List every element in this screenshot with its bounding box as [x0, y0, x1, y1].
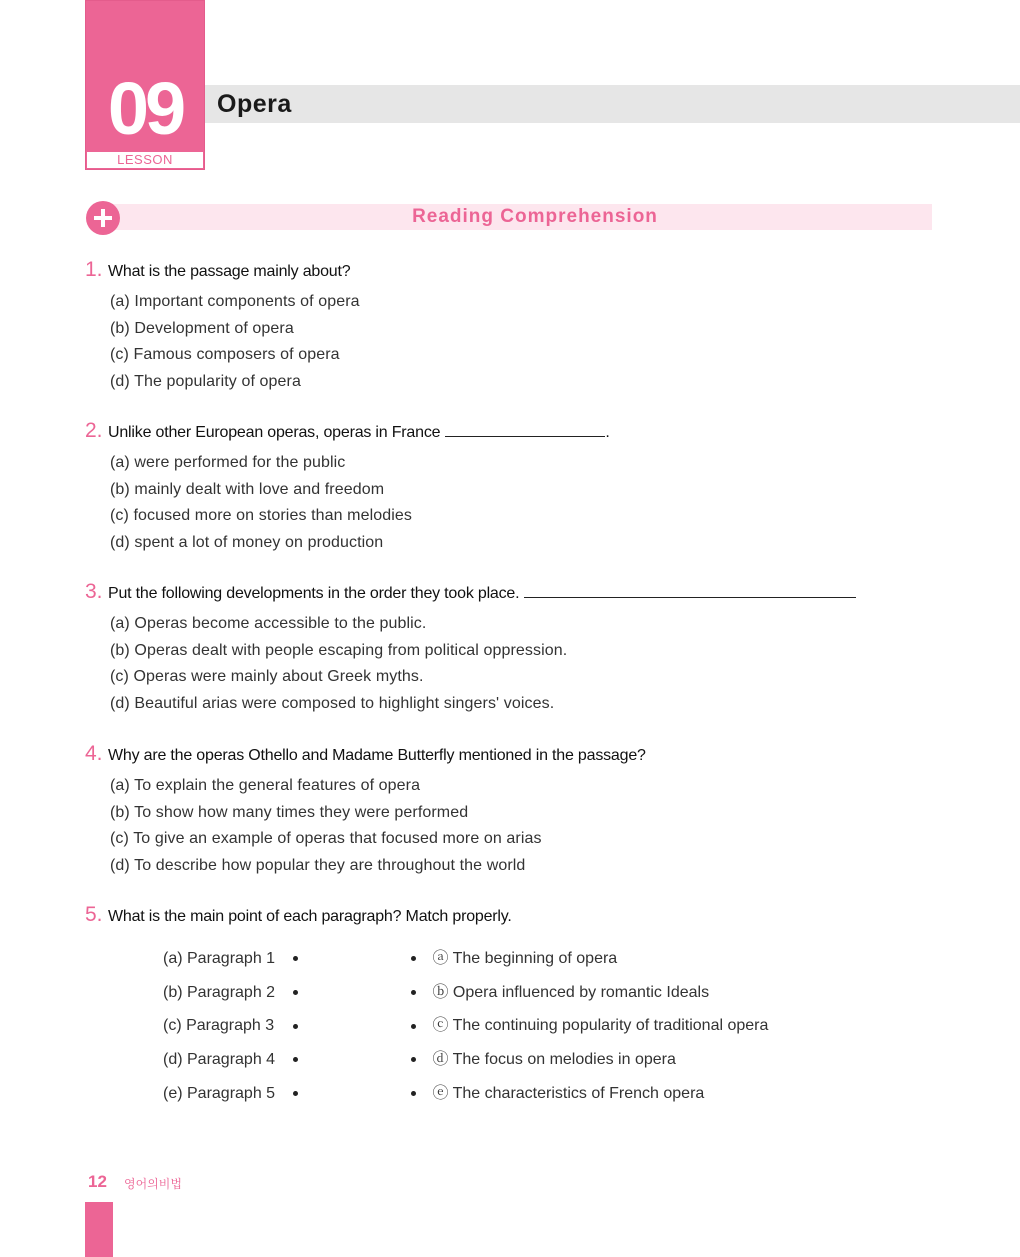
choice-mark: ⓔ — [432, 1084, 449, 1102]
match-item-right[interactable] — [411, 942, 768, 976]
paragraph-label: (d) Paragraph 4 — [163, 1051, 276, 1069]
match-item-left[interactable] — [163, 1077, 298, 1111]
choice-text: The continuing popularity of traditional opera — [452, 1017, 769, 1035]
matching-left-column — [163, 942, 298, 1110]
bullet-dot-icon[interactable] — [411, 1091, 416, 1096]
question-1 — [85, 258, 360, 396]
page-tab — [85, 1202, 113, 1257]
bullet-dot-icon[interactable] — [293, 990, 298, 995]
question-text: Why are the operas Othello and Madame Butterfly mentioned in the passage? — [108, 747, 646, 764]
page-number: 12 — [88, 1172, 107, 1191]
question-number: 1. — [85, 258, 103, 281]
choice-text: The focus on melodies in opera — [452, 1051, 676, 1069]
option-b[interactable]: (b) Operas dealt with people escaping from political oppression. — [110, 641, 568, 659]
option-d[interactable]: (d) To describe how popular they are throughout the world — [110, 857, 526, 875]
question-number: 5. — [85, 903, 103, 926]
question-text: What is the passage mainly about? — [108, 263, 351, 280]
question-2 — [85, 419, 610, 557]
bullet-dot-icon[interactable] — [293, 1091, 298, 1096]
paragraph-label: (e) Paragraph 5 — [163, 1084, 276, 1102]
choice-mark: ⓑ — [432, 983, 449, 1001]
match-item-right[interactable] — [411, 976, 768, 1010]
option-c[interactable]: (c) To give an example of operas that focused more on arias — [110, 830, 542, 848]
option-list — [110, 611, 856, 718]
option-c[interactable]: (c) Operas were mainly about Greek myths. — [110, 668, 424, 686]
bullet-dot-icon[interactable] — [293, 1024, 298, 1029]
question-text: What is the main point of each paragraph? Match properly. — [108, 908, 512, 925]
question-number: 2. — [85, 419, 103, 442]
option-a[interactable]: (a) were performed for the public — [110, 454, 346, 471]
option-a[interactable]: (a) To explain the general features of opera — [110, 777, 421, 794]
question-5 — [85, 903, 512, 929]
paragraph-label: (a) Paragraph 1 — [163, 950, 276, 967]
lesson-label: LESSON — [86, 151, 204, 169]
option-list — [110, 773, 646, 880]
choice-text: The beginning of opera — [452, 950, 618, 967]
bullet-dot-icon[interactable] — [411, 990, 416, 995]
option-d[interactable]: (d) Beautiful arias were composed to highlight singers' voices. — [110, 695, 555, 713]
bullet-dot-icon[interactable] — [411, 956, 416, 961]
book-title: 영어의비법 — [124, 1177, 182, 1191]
option-a[interactable]: (a) Important components of opera — [110, 293, 360, 310]
option-d[interactable]: (d) spent a lot of money on production — [110, 534, 384, 552]
bullet-dot-icon[interactable] — [293, 1057, 298, 1062]
bullet-dot-icon[interactable] — [411, 1057, 416, 1062]
option-c[interactable]: (c) focused more on stories than melodies — [110, 507, 413, 525]
match-item-right[interactable] — [411, 1009, 768, 1043]
section-header — [100, 204, 932, 230]
page-title: Opera — [217, 90, 292, 118]
question-4 — [85, 742, 646, 880]
choice-mark: ⓒ — [432, 1017, 449, 1035]
answer-blank[interactable] — [445, 422, 605, 437]
bullet-dot-icon[interactable] — [411, 1024, 416, 1029]
match-item-right[interactable] — [411, 1043, 768, 1077]
matching-right-column — [411, 942, 768, 1110]
option-list — [110, 289, 360, 396]
match-item-left[interactable] — [163, 1009, 298, 1043]
lesson-number: 09 — [107, 67, 183, 150]
match-item-left[interactable] — [163, 976, 298, 1010]
paragraph-label: (b) Paragraph 2 — [163, 983, 276, 1001]
question-number: 4. — [85, 742, 103, 765]
section-title: Reading Comprehension — [412, 206, 658, 227]
choice-mark: ⓓ — [432, 1051, 449, 1069]
plus-circle-icon — [86, 201, 120, 235]
question-3 — [85, 580, 856, 718]
option-b[interactable]: (b) To show how many times they were performed — [110, 803, 469, 821]
question-suffix: . — [605, 424, 610, 441]
option-list — [110, 450, 610, 557]
option-b[interactable]: (b) Development of opera — [110, 319, 294, 337]
question-text: Unlike other European operas, operas in France — [108, 424, 441, 441]
option-b[interactable]: (b) mainly dealt with love and freedom — [110, 480, 385, 498]
match-item-left[interactable] — [163, 1043, 298, 1077]
choice-text: The characteristics of French opera — [452, 1084, 705, 1102]
question-text: Put the following developments in the order they took place. — [108, 585, 520, 602]
choice-text: Opera influenced by romantic Ideals — [452, 983, 710, 1001]
bullet-dot-icon[interactable] — [293, 956, 298, 961]
lesson-badge — [85, 0, 205, 170]
match-item-right[interactable] — [411, 1077, 768, 1111]
choice-mark: ⓐ — [432, 950, 449, 967]
option-d[interactable]: (d) The popularity of opera — [110, 373, 301, 391]
match-item-left[interactable] — [163, 942, 298, 976]
option-a[interactable]: (a) Operas become accessible to the public. — [110, 615, 427, 632]
title-bar — [205, 85, 1020, 123]
paragraph-label: (c) Paragraph 3 — [163, 1017, 275, 1035]
question-number: 3. — [85, 580, 103, 603]
option-c[interactable]: (c) Famous composers of opera — [110, 346, 340, 364]
answer-blank[interactable] — [524, 583, 856, 598]
